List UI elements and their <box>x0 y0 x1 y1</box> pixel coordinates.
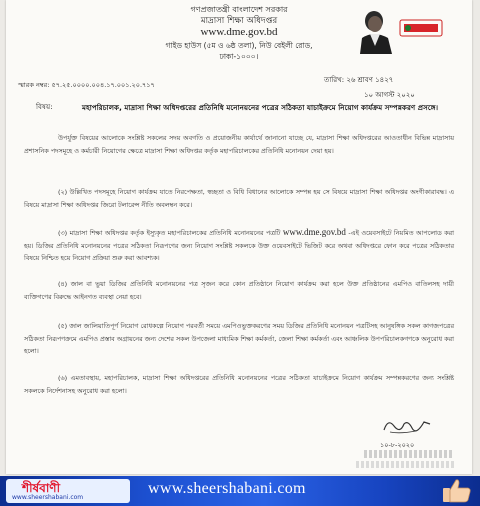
portrait-image <box>354 6 398 54</box>
paragraph-6: (৬) এমতাবস্থায়, মহাপরিচালক, মাদ্রাসা শিক্ষা অধিদপ্তরের প্রতিনিধি মনোনয়নের পত্রের সঠিকতা যাচাইক্রমে নিয়োগ কার্যক্রম সম্পন্নকরণের জন্য সংশ্লিষ্ট সকলকে নির্দেশনাসহ অনুরোধ করা হলো। <box>24 374 454 395</box>
banner-url-link[interactable]: www.sheershabani.com <box>148 480 306 497</box>
paragraph-3-end: -এই ওয়েবসাইটে নিয়মিত আপলোড করা হয়। ডিজির প্রতিনিধি মনোনয়নের পত্রের সঠিকতা নিরূপণের জন্য নিয়োগ সংশ্লিষ্ট সকলকে উক্ত ওয়েবসাইটে ভিজিট করে অথবা অধিদপ্তরে ফোন করে পত্রের সঠিকতার বিষয়ে নিশ্চিত হয়ে নিয়োগ প্রক্রিয়া শুরু করা আবশ্যক। <box>24 229 454 262</box>
paragraph-4: (৪) জাল বা ভুয়া ডিজির প্রতিনিধি মনোনয়নের পত্র সৃজন করে কোন প্রতিষ্ঠানে নিয়োগ কার্যক্রম করা হলে উক্ত প্রতিষ্ঠানের এমপিও বাতিলসহ দায়ী ব্যক্তিগণের বিরুদ্ধে আইনগত ব্যবস্থা নেয়া হবে। <box>24 280 454 301</box>
signatory-name-blur <box>364 450 452 458</box>
paragraph-3-start: (৩) মাদ্রাসা শিক্ষা অধিদপ্তর কর্তৃক ইস্যুকৃত মহাপরিচালকের প্রতিনিধি মনোনয়নের পত্রটি <box>58 229 281 237</box>
department-website: www.dme.gov.bd <box>200 26 278 38</box>
paragraph-2: (২) উল্লিখিত পদসমূহে নিয়োগ কার্যক্রম যাতে নিরপেক্ষতা, স্বচ্ছতা ও বিধি বিধানের আলোকে সম্পন্ন হয় সে বিষয়ে মাদ্রাসা শিক্ষা অধিদপ্তর অংগীকারাবদ্ধ। এ বিষয়ে মাদ্রাসা শিক্ষা অধিদপ্তর জিরো টলারেন্স নীতি অবলম্বন করে। <box>24 188 454 209</box>
subject-text: মহাপরিচালক, মাদ্রাসা শিক্ষা অধিদপ্তরের প্রতিনিধি মনোনয়নের পত্রের সঠিকতা যাচাইক্রমে নিয়োগ কার্যক্রম সম্পন্নকরণ প্রসঙ্গে। <box>82 103 439 112</box>
signatory-title-blur <box>356 461 456 468</box>
mujib-borsho-logo <box>398 14 444 42</box>
letter-page <box>6 0 472 474</box>
site-banner <box>0 476 480 506</box>
brand-name: শীর্ষবাণী <box>22 481 60 495</box>
thumbs-up-icon[interactable] <box>440 478 474 504</box>
date-label: তারিখ: <box>324 76 345 84</box>
paragraph-5: (৫) জাল জালিয়াতিপূর্ণ নিয়োগ রোধকল্পে নিয়োগ পরবর্তী সময়ে এমপিওভুক্তকরণের সময় ডিজির প্রতিনিধি মনোনয়ন পত্রটিসহ আনুষঙ্গিক সকল কাগজপত্রের সঠিকতা নিরূপণক্রমে এমপিও প্রস্তাব অগ্রায়নের জন্য দেশের সকল উপজেলা মাধ্যমিক শিক্ষা কর্মকর্তা, জেলা শিক্ষা কর্মকর্তা এবং আঞ্চলিক উপপরিচালকগণকে অনুরোধ করা হলো। <box>24 322 454 355</box>
memo-number <box>18 80 155 91</box>
govt-title: গণপ্রজাতন্ত্রী বাংলাদেশ সরকার <box>190 5 288 14</box>
paragraph-3-url: www.dme.gov.bd <box>282 227 346 237</box>
date-bangla <box>324 74 393 86</box>
brand-url: www.sheershabani.com <box>12 494 84 501</box>
date-english: ১০ আগস্ট ২০২০ <box>364 91 415 99</box>
paragraph-3 <box>24 226 454 265</box>
address-line: গাইড হাউস (৫ম ও ৬ষ্ঠ তলা), নিউ বেইলী রোড, <box>165 41 313 50</box>
memo-label: স্মারক নম্বর: <box>18 81 50 89</box>
signature-image <box>380 414 434 438</box>
brand-badge[interactable] <box>6 479 130 503</box>
subject-label: বিষয়: <box>36 102 53 111</box>
city-line: ঢাকা-১০০০। <box>219 52 259 61</box>
department-title: মাদ্রাসা শিক্ষা অধিদপ্তর <box>200 16 278 26</box>
memo-value: ৫৭.২৫.০০০০.০০৪.১৭.০০১.২০.৭১৭ <box>51 81 155 89</box>
signature-date: ১০-৮-২০২০ <box>380 441 415 449</box>
date-bangla-value: ২৬ শ্রাবণ ১৪২৭ <box>346 76 394 84</box>
paragraph-1: উপর্যুক্ত বিষয়ের আলোকে সংশ্লিষ্ট সকলের সদয় অবগতি ও প্রয়োজনীয় কার্যার্থে জানানো যাচ্ছে যে, মাদ্রাসা শিক্ষা অধিদপ্তরের আওতাধীন বিভিন্ন মাদ্রাসায় প্রশাসনিক পদসমূহে ও কর্মচারী নিয়োগের ক্ষেত্রে মাদ্রাসা শিক্ষা অধিদপ্তর কর্তৃক মহাপরিচালকের প্রতিনিধি মনোনয়ন দেয়া হয়। <box>24 134 454 155</box>
